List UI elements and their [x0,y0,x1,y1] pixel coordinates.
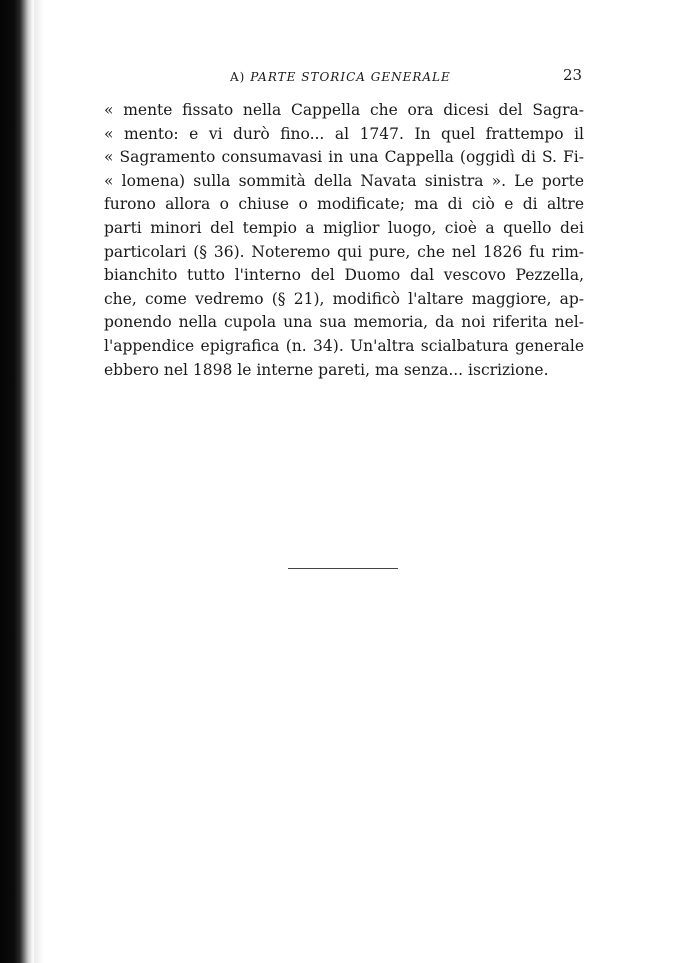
text-line: ebbero nel 1898 le interne pareti, ma senza... iscrizione. [104,360,549,379]
text-line: parti minori del tempio a miglior luogo, cioè a quello dei [104,218,584,237]
text-line: furono allora o chiuse o modificate; ma di ciò e di altre [104,195,584,214]
page-number: 23 [563,66,583,84]
body-paragraph [104,99,584,382]
closing-rule [288,568,398,569]
page-binding-edge [0,0,34,963]
text-line: l'appendice epigrafica (n. 34). Un'altra scialbatura generale [104,336,584,355]
binding-shadow [34,0,44,963]
running-head-title: PARTE STORICA GENERALE [250,70,451,84]
text-line: particolari (§ 36). Noteremo qui pure, che nel 1826 fu rim- [104,242,584,261]
text-line: ponendo nella cupola una sua memoria, da noi riferita nel- [104,313,584,332]
text-line: bianchito tutto l'interno del Duomo dal vescovo Pezzella, [104,266,584,285]
text-line: « lomena) sulla sommità della Navata sinistra ». Le porte [104,171,584,190]
text-line: « mento: e vi durò fino... al 1747. In quel frattempo il [104,124,584,143]
running-head [230,70,451,84]
text-line: che, come vedremo (§ 21), modificò l'altare maggiore, ap- [104,289,584,308]
text-line: « Sagramento consumavasi in una Cappella (oggidì di S. Fi- [104,148,584,167]
text-line: « mente fissato nella Cappella che ora dicesi del Sagra- [104,101,584,119]
running-head-prefix: A) [230,70,246,84]
